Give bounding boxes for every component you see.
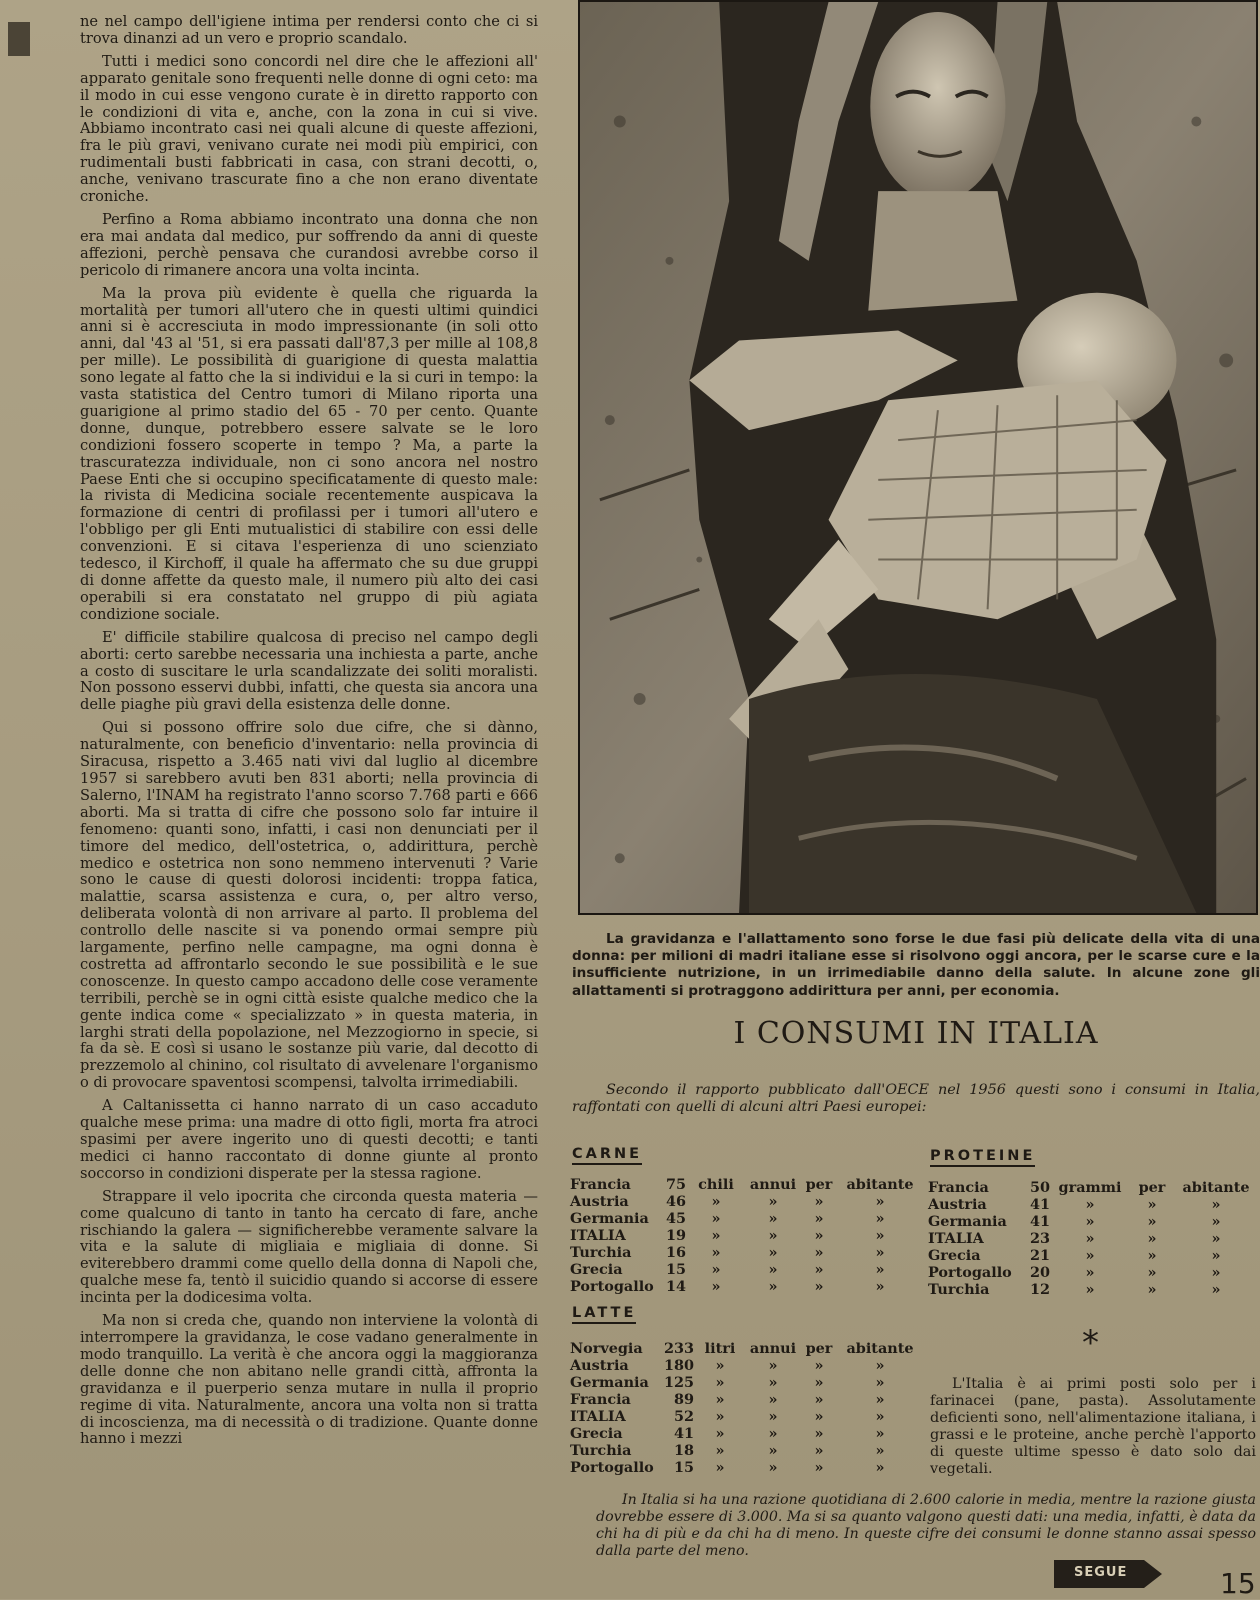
page-number: 15	[1220, 1567, 1256, 1600]
ditto-cell: »	[711, 1210, 721, 1227]
ditto-cell: »	[768, 1227, 778, 1244]
ditto-cell: »	[875, 1278, 885, 1295]
country-cell: ITALIA	[570, 1408, 626, 1425]
consumi-intro-text: Secondo il rapporto pubblicato dall'OECE nel 1956 questi sono i consumi in Italia, raffontati con quelli di alcuni altri Paesi europei:	[572, 1082, 1260, 1116]
country-cell: Portogallo	[928, 1264, 1012, 1281]
ditto-cell: »	[715, 1408, 725, 1425]
ditto-cell: »	[814, 1193, 824, 1210]
table-row	[570, 1374, 922, 1391]
ditto-cell: »	[715, 1459, 725, 1476]
ditto-cell: »	[715, 1442, 725, 1459]
table-row	[928, 1213, 1258, 1230]
value-cell: 41	[1029, 1196, 1050, 1213]
ditto-cell: »	[1085, 1196, 1095, 1213]
unit-cell: litri	[704, 1340, 736, 1357]
ditto-cell: »	[814, 1278, 824, 1295]
calorie-note	[596, 1492, 1256, 1560]
value-cell: 14	[665, 1278, 686, 1295]
table-row	[570, 1176, 922, 1193]
ditto-cell: »	[814, 1261, 824, 1278]
unit-cell: annui	[749, 1176, 797, 1193]
value-cell: 89	[673, 1391, 694, 1408]
ditto-cell: »	[715, 1425, 725, 1442]
table-row	[570, 1459, 922, 1476]
ditto-cell: »	[1211, 1230, 1221, 1247]
country-cell: Grecia	[570, 1425, 623, 1442]
ditto-cell: »	[711, 1193, 721, 1210]
ditto-cell: »	[715, 1391, 725, 1408]
ditto-cell: »	[768, 1408, 778, 1425]
ditto-cell: »	[814, 1459, 824, 1476]
photo-caption	[572, 931, 1260, 1000]
ditto-cell: »	[768, 1459, 778, 1476]
carne-table	[570, 1176, 922, 1295]
ditto-cell: »	[768, 1278, 778, 1295]
value-cell: 52	[673, 1408, 694, 1425]
ditto-cell: »	[875, 1244, 885, 1261]
ditto-cell: »	[1147, 1264, 1157, 1281]
value-cell: 19	[665, 1227, 686, 1244]
ditto-cell: »	[814, 1425, 824, 1442]
ditto-cell: »	[1211, 1247, 1221, 1264]
country-cell: Austria	[570, 1357, 629, 1374]
value-cell: 15	[665, 1261, 686, 1278]
ditto-cell: »	[711, 1227, 721, 1244]
value-cell: 180	[663, 1357, 694, 1374]
ditto-cell: »	[875, 1227, 885, 1244]
unit-cell: per	[805, 1176, 833, 1193]
country-cell: Austria	[570, 1193, 629, 1210]
ditto-cell: »	[875, 1459, 885, 1476]
country-cell: Norvegia	[570, 1340, 643, 1357]
table-row	[928, 1230, 1258, 1247]
latte-heading: LATTE	[572, 1305, 636, 1324]
country-cell: Turchia	[570, 1442, 632, 1459]
ditto-cell: »	[1085, 1247, 1095, 1264]
country-cell: Turchia	[570, 1244, 632, 1261]
value-cell: 125	[663, 1374, 694, 1391]
country-cell: Francia	[928, 1179, 989, 1196]
ditto-cell: »	[875, 1261, 885, 1278]
asterisk-ornament: *	[1082, 1323, 1099, 1363]
table-row	[570, 1193, 922, 1210]
table-row	[928, 1196, 1258, 1213]
value-cell: 23	[1029, 1230, 1050, 1247]
ditto-cell: »	[875, 1408, 885, 1425]
ditto-cell: »	[711, 1261, 721, 1278]
country-cell: Austria	[928, 1196, 987, 1213]
value-cell: 18	[673, 1442, 694, 1459]
article-paragraph: Strappare il velo ipocrita che circonda questa materia — come qualcuno di tanto in tanto ha cercato di fare, anche rischiando la galera — significherebbe veramente salvare la vita e la salute di migliaia e migliaia di donne. Si eviterebbero drammi come quello della donna di Napoli che, qualche mese fa, tentò il suicidio quando si accorse di essere incinta per la dodicesima volta.	[80, 1187, 538, 1307]
ditto-cell: »	[768, 1193, 778, 1210]
article-paragraph: Ma non si creda che, quando non interviene la volontà di interrompere la gravidanza, le cose vadano generalmente in modo tranquillo. La verità è che ancora oggi la maggioranza delle donne che non abitano nelle grandi città, affronta la gravidanza e il puerperio senza mutare in nulla il proprio regime di vita. Naturalmente, ancora una volta non si tratta di incoscienza, ma di necessità o di tradizione. Quante donne hanno i mezzi	[80, 1312, 538, 1448]
table-row	[570, 1278, 922, 1295]
table-row	[570, 1425, 922, 1442]
ditto-cell: »	[1147, 1196, 1157, 1213]
ditto-cell: »	[715, 1357, 725, 1374]
ditto-cell: »	[1085, 1281, 1095, 1298]
ditto-cell: »	[1211, 1213, 1221, 1230]
value-cell: 12	[1029, 1281, 1050, 1298]
photo-caption-text: La gravidanza e l'allattamento sono forse le due fasi più delicate della vita di una donna: per milioni di madri italiane esse si risolvono oggi ancora, per le scarse cure e la insufficiente nutrizione, in un irrimediabile danno della salute. In alcune zone gli allattamenti si protraggono addirittura per anni, per economia.	[572, 931, 1260, 999]
unit-cell: abitante	[1182, 1179, 1250, 1196]
ditto-cell: »	[1211, 1264, 1221, 1281]
value-cell: 46	[665, 1193, 686, 1210]
table-row	[928, 1247, 1258, 1264]
ditto-cell: »	[768, 1374, 778, 1391]
ditto-cell: »	[814, 1374, 824, 1391]
value-cell: 20	[1029, 1264, 1050, 1281]
country-cell: Germania	[928, 1213, 1007, 1230]
country-cell: Turchia	[928, 1281, 990, 1298]
ditto-cell: »	[814, 1244, 824, 1261]
value-cell: 45	[665, 1210, 686, 1227]
article-paragraph: Perfino a Roma abbiamo incontrato una donna che non era mai andata dal medico, pur soffrendo da anni di queste affezioni, perchè pensava che curandosi avrebbe corso il pericolo di rimanere ancora una volta incinta.	[80, 210, 538, 279]
ditto-cell: »	[768, 1210, 778, 1227]
carne-heading: CARNE	[572, 1146, 642, 1165]
ditto-cell: »	[768, 1244, 778, 1261]
table-row	[928, 1179, 1258, 1196]
table-row	[570, 1227, 922, 1244]
ditto-cell: »	[875, 1357, 885, 1374]
ditto-cell: »	[1211, 1281, 1221, 1298]
ditto-cell: »	[1085, 1230, 1095, 1247]
table-row	[570, 1261, 922, 1278]
country-cell: ITALIA	[570, 1227, 626, 1244]
value-cell: 233	[663, 1340, 694, 1357]
ditto-cell: »	[814, 1227, 824, 1244]
article-paragraph: Ma la prova più evidente è quella che riguarda la mortalità per tumori all'utero che in questi ultimi quindici anni si è accresciuta in modo impressionante (in soli otto anni, dal '43 al '51, si era passati dall'87,3 per mille al 108,8 per mille). Le possibilità di guarigione di questa malattia sono legate al fatto che la si individui e la si curi in tempo: la vasta statistica del Centro tumori di Milano riporta una guarigione al primo stadio del 65 - 70 per cento. Quante donne, dunque, potrebbero essere salvate se le loro condizioni fossero scoperte in tempo ? Ma, a parte la trascuratezza individuale, non ci sono ancora nel nostro Paese Enti che si occupino specificatamente di questo male: la rivista di Medicina sociale recentemente auspicava la formazione di centri di profilassi per i tumori all'utero e l'obbligo per gli Enti mutualistici di stabilire con essi delle convenzioni. E si citava l'esperienza di uno scienziato tedesco, il Kirchoff, il quale ha affermato che su due gruppi di donne affette da questo male, il numero più alto dei casi operabili si era constatato nel gruppo di più agiata condizione sociale.	[80, 284, 538, 623]
calorie-note-text: In Italia si ha una razione quotidiana di 2.600 calorie in media, mentre la razione giusta dovrebbe essere di 3.000. Ma si sa quanto valgono questi dati: una media, infatti, è data da chi ha di più e da chi ha di meno. In queste cifre dei consumi le donne stanno assai spesso dalla parte del meno.	[596, 1492, 1256, 1559]
article-paragraph: A Caltanissetta ci hanno narrato di un caso accaduto qualche mese prima: una madre di otto figli, morta fra atroci spasimi per avere ingerito uno di questi decotti; e tanti medici ci hanno raccontato di donne giunte al pronto soccorso in condizioni disperate per la stessa ragione.	[80, 1097, 538, 1182]
ditto-cell: »	[814, 1391, 824, 1408]
consumi-intro	[572, 1082, 1260, 1117]
country-cell: Portogallo	[570, 1278, 654, 1295]
country-cell: Francia	[570, 1176, 631, 1193]
value-cell: 16	[665, 1244, 686, 1261]
table-row	[570, 1244, 922, 1261]
country-cell: Grecia	[570, 1261, 623, 1278]
country-cell: Grecia	[928, 1247, 981, 1264]
article-paragraph: Tutti i medici sono concordi nel dire che le affezioni all' apparato genitale sono frequenti nelle donne di ogni ceto: ma il modo in cui esse vengono curate è in diretto rapporto con le condizioni di vita e, anche, con la zona in cui si vive. Abbiamo incontrato casi nei quali alcune di queste affezioni, fra le più gravi, venivano curate nei modi più empirici, con rudimentali busti fabbricati in casa, con strani decotti, o, anche, venivano trascurate fino a che non erano diventate croniche.	[80, 52, 538, 206]
ditto-cell: »	[768, 1357, 778, 1374]
value-cell: 15	[673, 1459, 694, 1476]
country-cell: Portogallo	[570, 1459, 654, 1476]
country-cell: Francia	[570, 1391, 631, 1408]
table-row	[928, 1281, 1258, 1298]
ditto-cell: »	[814, 1408, 824, 1425]
table-row	[570, 1357, 922, 1374]
unit-cell: per	[805, 1340, 833, 1357]
ditto-cell: »	[768, 1425, 778, 1442]
nursing-mother-photo	[578, 0, 1258, 915]
unit-cell: annui	[749, 1340, 797, 1357]
ditto-cell: »	[1147, 1230, 1157, 1247]
ditto-cell: »	[875, 1442, 885, 1459]
ditto-cell: »	[711, 1244, 721, 1261]
proteine-table	[928, 1179, 1258, 1298]
table-row	[570, 1391, 922, 1408]
ditto-cell: »	[1211, 1196, 1221, 1213]
ditto-cell: »	[715, 1374, 725, 1391]
country-cell: ITALIA	[928, 1230, 984, 1247]
ditto-cell: »	[1147, 1281, 1157, 1298]
value-cell: 41	[1029, 1213, 1050, 1230]
italia-note-text: L'Italia è ai primi posti solo per i farinacei (pane, pasta). Assolutamente deficienti sono, nell'alimentazione italiana, i grassi e le proteine, anche perchè l'apporto di queste ultime spesso è dato solo dai vegetali.	[930, 1376, 1256, 1477]
article-paragraph: Qui si possono offrire solo due cifre, che si dànno, naturalmente, con beneficio d'inventario: nella provincia di Siracusa, rispetto a 3.465 nati vivi dal luglio al dicembre 1957 si sarebbero avuti ben 831 aborti; nella provincia di Salerno, l'INAM ha registrato l'anno scorso 7.768 parti e 666 aborti. Ma si tratta di cifre che possono solo far intuire il fenomeno: quanti sono, infatti, i casi non denunciati per il timore del medico, dell'ostetrica, o, addirittura, perchè medico e ostetrica non sono nemmeno intervenuti ? Varie sono le cause di questi dolorosi incidenti: troppa fatica, malattie, scarsa assistenza e cura, o, per altro verso, deliberata volontà di non arrivare al parto. Il problema del controllo delle nascite si va ponendo ormai sempre più largamente, perfino nelle campagne, ma ogni donna è costretta ad affrontarlo secondo le sue possibilità e le sue conoscenze. In questo campo accadono delle cose veramente terribili, perchè se in ogni città esiste qualche medico che la gente indica come « specializzato » in questa materia, in larghi strati della popolazione, nel Mezzogiorno in specie, si fa da sè. E così si usano le sostanze più varie, dal decotto di prezzemolo al chinino, col risultato di avvelenare l'organismo o di provocare spaventosi scompensi, talvolta irrimediabili.	[80, 719, 538, 1092]
table-row	[570, 1408, 922, 1425]
ditto-cell: »	[814, 1442, 824, 1459]
table-row	[570, 1210, 922, 1227]
ditto-cell: »	[875, 1210, 885, 1227]
page-edge-mark	[8, 22, 30, 56]
proteine-heading: PROTEINE	[930, 1148, 1035, 1167]
unit-cell: grammi	[1058, 1179, 1122, 1196]
ditto-cell: »	[768, 1391, 778, 1408]
ditto-cell: »	[1147, 1213, 1157, 1230]
latte-table	[570, 1340, 922, 1476]
ditto-cell: »	[1085, 1264, 1095, 1281]
ditto-cell: »	[768, 1261, 778, 1278]
ditto-cell: »	[875, 1193, 885, 1210]
ditto-cell: »	[875, 1391, 885, 1408]
ditto-cell: »	[711, 1278, 721, 1295]
ditto-cell: »	[875, 1374, 885, 1391]
italia-note	[930, 1376, 1256, 1477]
value-cell: 21	[1029, 1247, 1050, 1264]
article-column	[80, 14, 538, 1564]
table-row	[570, 1442, 922, 1459]
ditto-cell: »	[768, 1442, 778, 1459]
table-row	[570, 1340, 922, 1357]
segue-label: SEGUE	[1074, 1565, 1128, 1580]
country-cell: Germania	[570, 1210, 649, 1227]
article-paragraph: E' difficile stabilire qualcosa di preciso nel campo degli aborti: certo sarebbe necessaria una inchiesta a parte, anche a costo di suscitare le urla scandalizzate dei soliti moralisti. Non possono esservi dubbi, infatti, che questa sia ancora una delle piaghe più gravi della esistenza delle donne.	[80, 628, 538, 714]
ditto-cell: »	[814, 1357, 824, 1374]
ditto-cell: »	[875, 1425, 885, 1442]
unit-cell: per	[1138, 1179, 1166, 1196]
country-cell: Germania	[570, 1374, 649, 1391]
table-row	[928, 1264, 1258, 1281]
value-cell: 50	[1029, 1179, 1050, 1196]
consumi-title: I CONSUMI IN ITALIA	[733, 1016, 1099, 1051]
segue-arrow-button[interactable]	[1054, 1560, 1162, 1588]
ditto-cell: »	[814, 1210, 824, 1227]
value-cell: 41	[673, 1425, 694, 1442]
value-cell: 75	[665, 1176, 686, 1193]
unit-cell: abitante	[846, 1340, 914, 1357]
ditto-cell: »	[1147, 1247, 1157, 1264]
unit-cell: abitante	[846, 1176, 914, 1193]
article-paragraph: ne nel campo dell'igiene intima per rendersi conto che ci si trova dinanzi ad un vero e proprio scandalo.	[80, 14, 538, 47]
unit-cell: chili	[698, 1176, 734, 1193]
ditto-cell: »	[1085, 1213, 1095, 1230]
